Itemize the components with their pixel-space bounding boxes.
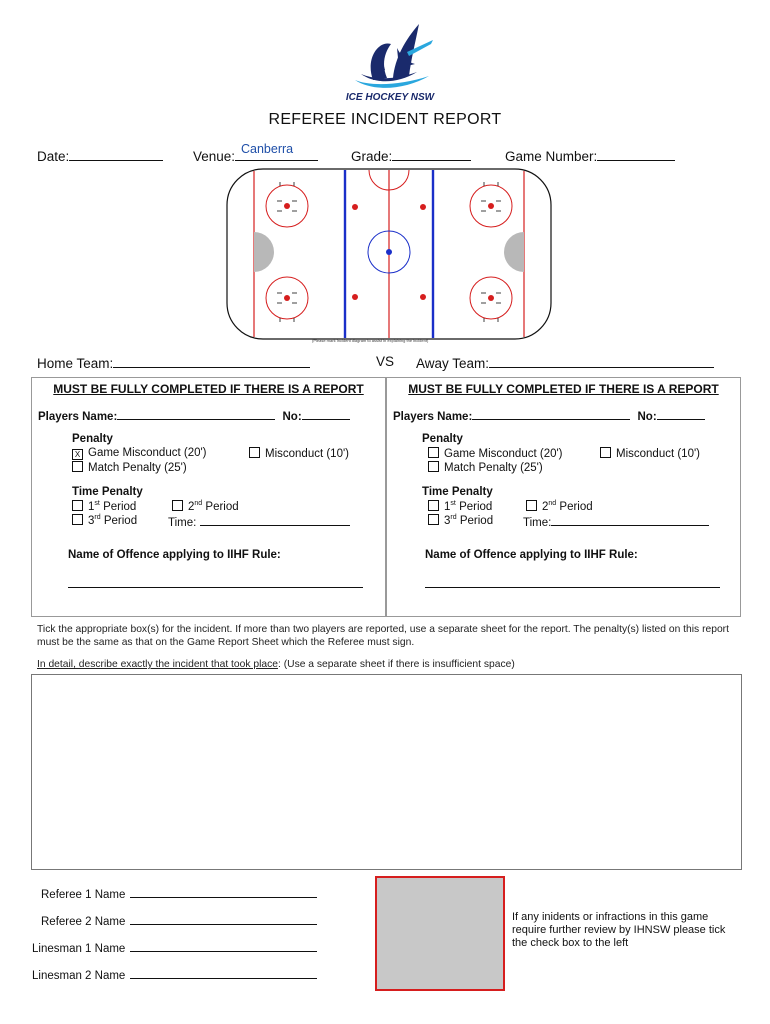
players-name-field[interactable]: Players Name: No: bbox=[38, 408, 350, 423]
game-number-label: Game Number: bbox=[505, 149, 598, 164]
signature-line[interactable] bbox=[130, 913, 317, 925]
further-review-checkbox[interactable] bbox=[375, 876, 505, 991]
checkbox-icon[interactable] bbox=[72, 461, 83, 472]
page-title: REFEREE INCIDENT REPORT bbox=[268, 111, 502, 128]
checkbox-icon[interactable] bbox=[428, 447, 439, 458]
further-review-text: If any inidents or infractions in this game require further review by IHNSW please tick the check box to the left bbox=[512, 911, 726, 949]
vs-label: VS bbox=[376, 354, 395, 369]
away-team-field[interactable] bbox=[416, 354, 714, 371]
detail-prompt bbox=[37, 659, 515, 670]
detail-prompt-note: : (Use a separate sheet if there is insufficient space) bbox=[277, 659, 515, 670]
date-field[interactable] bbox=[37, 147, 163, 164]
match-penalty-checkbox[interactable]: Match Penalty (25') bbox=[428, 461, 543, 474]
checkbox-icon[interactable] bbox=[526, 500, 537, 511]
game-misconduct-checkbox[interactable]: X Game Misconduct (20') bbox=[72, 447, 207, 460]
checkbox-icon[interactable] bbox=[72, 500, 83, 511]
offence-line[interactable] bbox=[68, 587, 363, 588]
player-number-line[interactable] bbox=[657, 408, 705, 420]
game-number-field[interactable] bbox=[505, 147, 675, 164]
grade-field[interactable] bbox=[351, 147, 471, 164]
time-field[interactable]: Time: bbox=[523, 514, 709, 529]
players-name-line[interactable] bbox=[117, 408, 275, 420]
ice-rink-diagram[interactable] bbox=[226, 168, 552, 340]
misconduct-checkbox[interactable]: Misconduct (10') bbox=[600, 447, 700, 460]
time-penalty-label: Time Penalty bbox=[72, 486, 143, 498]
game-number-line[interactable] bbox=[597, 147, 675, 161]
checkbox-icon[interactable] bbox=[428, 500, 439, 511]
offence-line[interactable] bbox=[425, 587, 720, 588]
home-team-line[interactable] bbox=[113, 354, 310, 368]
checkbox-icon[interactable] bbox=[428, 461, 439, 472]
neutral-dot bbox=[352, 204, 358, 210]
away-team-label: Away Team: bbox=[416, 356, 490, 371]
signature-line[interactable] bbox=[130, 940, 317, 952]
time-line[interactable] bbox=[551, 514, 709, 526]
date-line[interactable] bbox=[69, 147, 163, 161]
penalty-label: Penalty bbox=[422, 433, 463, 445]
logo-text: ICE HOCKEY NSW bbox=[345, 92, 435, 103]
time-field[interactable]: Time: bbox=[168, 514, 350, 529]
neutral-dot bbox=[420, 204, 426, 210]
period-2-checkbox[interactable]: 2nd Period bbox=[526, 500, 593, 513]
player-number-line[interactable] bbox=[302, 408, 350, 420]
misconduct-checkbox[interactable]: Misconduct (10') bbox=[249, 447, 349, 460]
linesman-1-name-field[interactable]: Linesman 1 Name bbox=[32, 940, 317, 955]
panel-heading: MUST BE FULLY COMPLETED IF THERE IS A REPORT bbox=[53, 382, 364, 396]
panel-heading: MUST BE FULLY COMPLETED IF THERE IS A REPORT bbox=[408, 382, 719, 396]
home-team-field[interactable] bbox=[37, 354, 310, 371]
time-line[interactable] bbox=[200, 514, 350, 526]
checkbox-icon[interactable] bbox=[428, 514, 439, 525]
venue-label: Venue: bbox=[193, 149, 236, 164]
detail-prompt-underlined: In detail, describe exactly the incident that took place bbox=[37, 659, 278, 670]
ice-hockey-nsw-logo bbox=[335, 18, 445, 110]
offence-label: Name of Offence applying to IIHF Rule: bbox=[68, 549, 281, 561]
game-misconduct-checkbox[interactable]: Game Misconduct (20') bbox=[428, 447, 563, 460]
instructions-text: Tick the appropriate box(s) for the incident. If more than two players are reported, use a separate sheet for the report. The penalty(s) listed on this report must be the same as that on the Game Report Sheet which the Referee must sign. bbox=[37, 624, 729, 648]
match-penalty-checkbox[interactable]: Match Penalty (25') bbox=[72, 461, 187, 474]
referee-1-name-field[interactable]: Referee 1 Name bbox=[41, 886, 317, 901]
period-1-checkbox[interactable]: 1st Period bbox=[72, 500, 136, 513]
period-3-checkbox[interactable]: 3rd Period bbox=[72, 514, 137, 527]
home-team-label: Home Team: bbox=[37, 356, 114, 371]
center-dot bbox=[386, 249, 392, 255]
away-team-line[interactable] bbox=[489, 354, 714, 368]
checkbox-icon[interactable] bbox=[600, 447, 611, 458]
grade-label: Grade: bbox=[351, 149, 393, 164]
checkbox-icon[interactable] bbox=[72, 514, 83, 525]
checkbox-icon[interactable]: X bbox=[72, 449, 83, 460]
checkbox-icon[interactable] bbox=[249, 447, 260, 458]
rink-caption: (Please mark Incident diagram to assist in explaining the incident) bbox=[312, 338, 429, 343]
rink-svg bbox=[226, 168, 552, 340]
players-name-field[interactable]: Players Name: No: bbox=[393, 408, 705, 423]
players-name-line[interactable] bbox=[472, 408, 630, 420]
neutral-dot bbox=[420, 294, 426, 300]
penalty-label: Penalty bbox=[72, 433, 113, 445]
offence-label: Name of Offence applying to IIHF Rule: bbox=[425, 549, 638, 561]
period-2-checkbox[interactable]: 2nd Period bbox=[172, 500, 239, 513]
linesman-2-name-field[interactable]: Linesman 2 Name bbox=[32, 967, 317, 982]
period-3-checkbox[interactable]: 3rd Period bbox=[428, 514, 493, 527]
time-penalty-label: Time Penalty bbox=[422, 486, 493, 498]
date-label: Date: bbox=[37, 149, 70, 164]
grade-line[interactable] bbox=[392, 147, 471, 161]
player-report-panel-2 bbox=[386, 377, 741, 617]
checkbox-icon[interactable] bbox=[172, 500, 183, 511]
venue-value[interactable]: Canberra bbox=[241, 142, 294, 156]
referee-2-name-field[interactable]: Referee 2 Name bbox=[41, 913, 317, 928]
neutral-dot bbox=[352, 294, 358, 300]
player-report-panel-1 bbox=[31, 377, 386, 617]
incident-description-box[interactable] bbox=[31, 674, 742, 870]
period-1-checkbox[interactable]: 1st Period bbox=[428, 500, 492, 513]
signature-line[interactable] bbox=[130, 886, 317, 898]
signature-line[interactable] bbox=[130, 967, 317, 979]
